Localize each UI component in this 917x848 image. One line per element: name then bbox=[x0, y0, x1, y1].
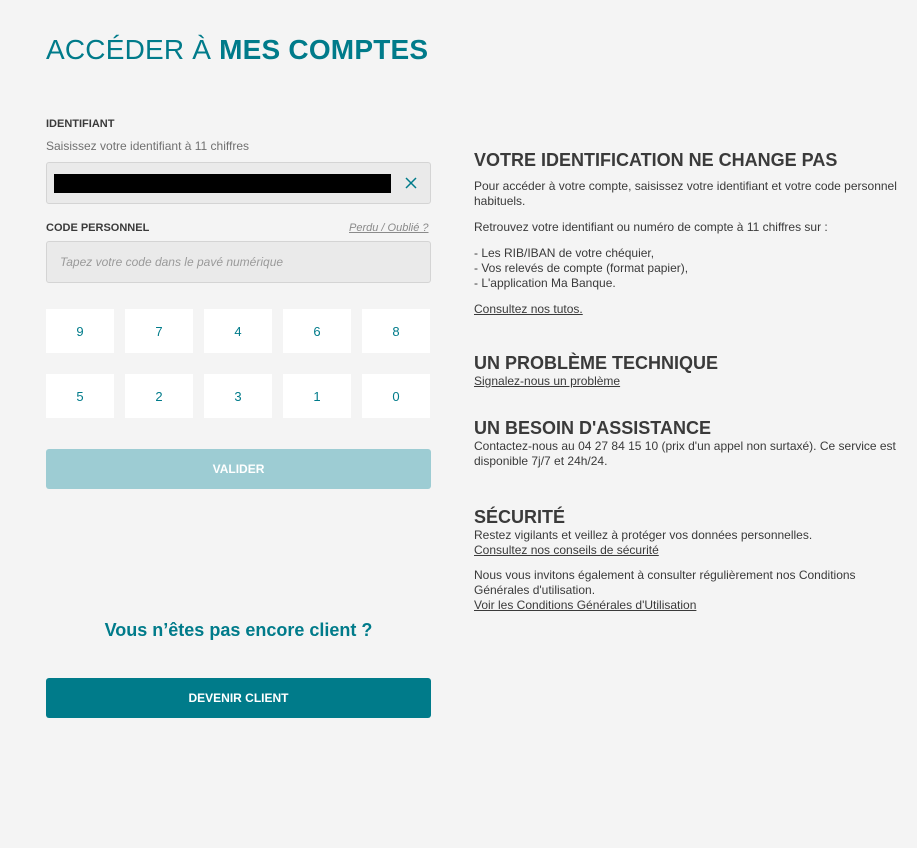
cgu-link[interactable]: Voir les Conditions Générales d'Utilisation bbox=[474, 598, 697, 612]
cgu-text: Nous vous invitons également à consulter régulièrement nos Conditions Générales d'utilisation. bbox=[474, 568, 856, 597]
keypad-key[interactable]: 2 bbox=[125, 374, 193, 418]
identification-source: - Les RIB/IBAN de votre chéquier, bbox=[474, 246, 655, 260]
identifiant-input[interactable] bbox=[46, 162, 431, 204]
keypad-key[interactable]: 0 bbox=[362, 374, 430, 418]
securite-section bbox=[474, 506, 904, 613]
title-light: ACCÉDER À bbox=[46, 34, 212, 65]
identification-section bbox=[474, 149, 904, 317]
not-client-heading: Vous n’êtes pas encore client ? bbox=[104, 620, 373, 640]
page-title bbox=[46, 34, 428, 66]
securite-heading: SÉCURITÉ bbox=[474, 507, 566, 527]
signaler-probleme-link[interactable]: Signalez-nous un problème bbox=[474, 374, 621, 388]
valider-button[interactable]: VALIDER bbox=[46, 449, 431, 489]
tutos-link[interactable]: Consultez nos tutos. bbox=[474, 302, 583, 316]
identification-source: - L'application Ma Banque. bbox=[474, 276, 616, 290]
keypad-key[interactable]: 9 bbox=[46, 309, 114, 353]
identifiant-value-masked: [masqué] bbox=[54, 174, 391, 193]
technique-heading: UN PROBLÈME TECHNIQUE bbox=[474, 353, 719, 373]
keypad-key[interactable]: 1 bbox=[283, 374, 351, 418]
identification-intro: Pour accéder à votre compte, saisissez votre identifiant et votre code personnel habituels. bbox=[474, 179, 897, 208]
identifiant-label: IDENTIFIANT bbox=[46, 118, 115, 130]
keypad-key[interactable]: 8 bbox=[362, 309, 430, 353]
identifiant-hint: Saisissez votre identifiant à 11 chiffres bbox=[46, 139, 249, 153]
conseils-securite-link[interactable]: Consultez nos conseils de sécurité bbox=[474, 543, 659, 557]
assistance-heading: UN BESOIN D'ASSISTANCE bbox=[474, 418, 711, 438]
assistance-section bbox=[474, 417, 904, 469]
lost-code-link[interactable]: Perdu / Oublié ? bbox=[349, 222, 429, 234]
identification-heading: VOTRE IDENTIFICATION NE CHANGE PAS bbox=[474, 150, 838, 170]
identification-source: - Vos relevés de compte (format papier), bbox=[474, 261, 689, 275]
code-personnel-input[interactable] bbox=[47, 242, 430, 282]
assistance-text: Contactez-nous au 04 27 84 15 10 (prix d'un appel non surtaxé). Ce service est disponible 7j/7 et 24h/24. bbox=[474, 439, 896, 468]
keypad-key[interactable]: 6 bbox=[283, 309, 351, 353]
keypad-key[interactable]: 3 bbox=[204, 374, 272, 418]
title-bold: MES COMPTES bbox=[219, 34, 429, 65]
identification-find-text: Retrouvez votre identifiant ou numéro de compte à 11 chiffres sur : bbox=[474, 220, 828, 234]
keypad-key[interactable]: 7 bbox=[125, 309, 193, 353]
devenir-client-button[interactable]: DEVENIR CLIENT bbox=[46, 678, 431, 718]
technique-section bbox=[474, 352, 904, 389]
keypad-key[interactable]: 4 bbox=[204, 309, 272, 353]
code-personnel-label: CODE PERSONNEL bbox=[46, 222, 150, 234]
keypad-key[interactable]: 5 bbox=[46, 374, 114, 418]
securite-text: Restez vigilants et veillez à protéger vos données personnelles. bbox=[474, 528, 813, 542]
code-personnel-field[interactable] bbox=[46, 241, 431, 283]
close-icon[interactable] bbox=[404, 176, 418, 190]
